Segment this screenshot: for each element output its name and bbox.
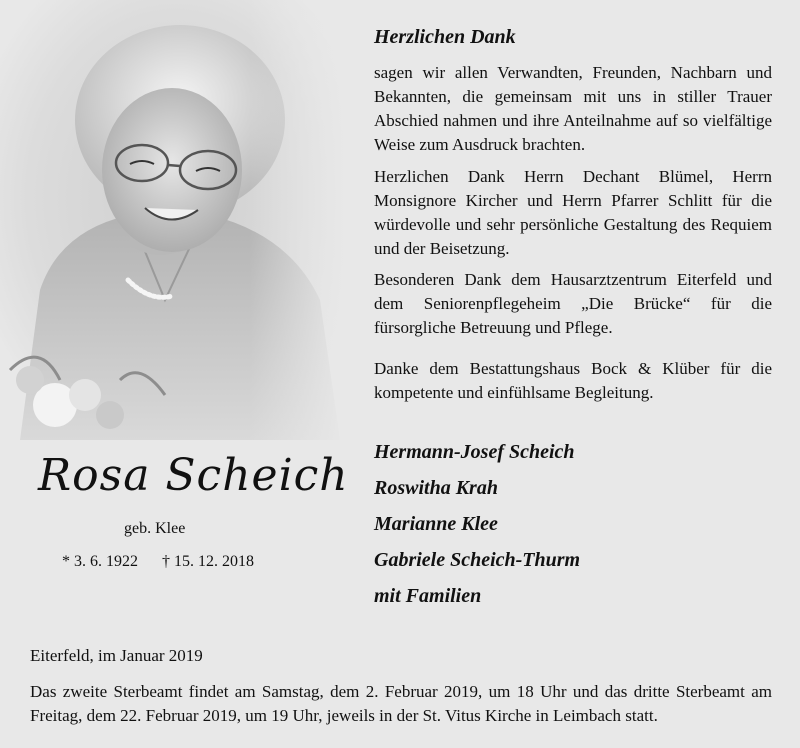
thanks-paragraph-3: Besonderen Dank dem Hausarztzentrum Eiterfeld und dem Seniorenpflegeheim „Die Brücke“ für die fürsorgliche Betreuung und Pflege. xyxy=(374,270,772,337)
signatory-name: Marianne Klee xyxy=(374,513,498,535)
thanks-paragraph-2: Herzlichen Dank Herrn Dechant Blümel, Herrn Monsignore Kircher und Herrn Pfarrer Schlitt für die würdevolle und sehr persönliche Gestaltung des Requiem und der Beisetzung. xyxy=(374,167,772,258)
thanks-paragraph-4: Danke dem Bestattungshaus Bock & Klüber für die kompetente und einfühlsame Begleitung. xyxy=(374,359,772,402)
signatory-name: Roswitha Krah xyxy=(374,477,498,499)
signatory-families: mit Familien xyxy=(374,585,482,607)
portrait-photo xyxy=(0,0,350,440)
birth-date: * 3. 6. 1922 xyxy=(62,553,138,570)
thanks-paragraph-1: sagen wir allen Verwandten, Freunden, Nachbarn und Bekannten, die gemeinsam mit uns in stiller Trauer Abschied nahmen und ihre Anteilnahme auf so vielfältige Weise zum Ausdruck brachten. xyxy=(374,63,772,154)
maiden-name: geb. Klee xyxy=(124,520,186,537)
signatory-name: Hermann-Josef Scheich xyxy=(374,441,575,463)
thanks-heading: Herzlichen Dank xyxy=(374,26,516,48)
memorial-service-notice: Das zweite Sterbeamt findet am Samstag, dem 2. Februar 2019, um 18 Uhr und das dritte Sterbeamt am Freitag, dem 22. Februar 2019, um 19 Uhr, jeweils in der St. Vitus Kirche in Leimbach statt. xyxy=(30,682,772,725)
signatory-name: Gabriele Scheich-Thurm xyxy=(374,549,581,571)
death-date: † 15. 12. 2018 xyxy=(162,553,254,570)
place-and-date: Eiterfeld, im Januar 2019 xyxy=(30,646,203,665)
signatories-list xyxy=(374,434,580,614)
deceased-name: Rosa Scheich xyxy=(38,450,349,501)
life-dates xyxy=(62,553,254,571)
